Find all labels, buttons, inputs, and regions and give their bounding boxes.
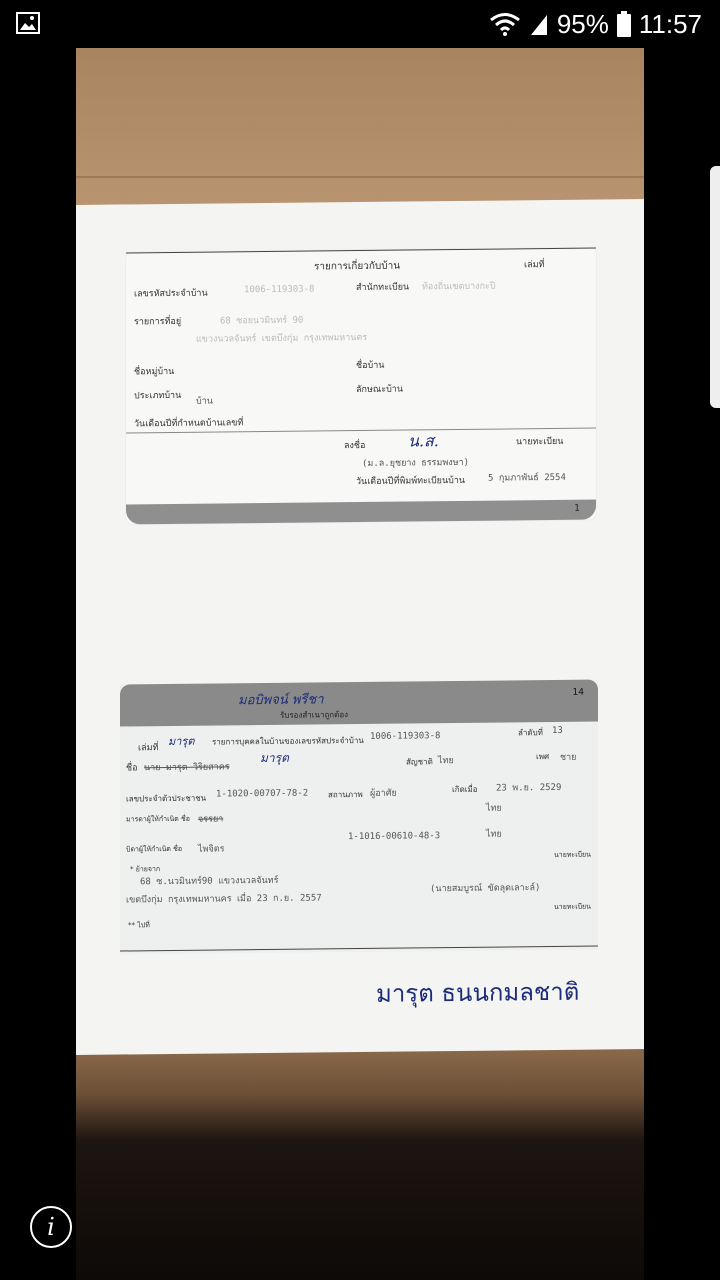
mother-value: จรรยา <box>198 814 224 825</box>
sex-value: ชาย <box>560 752 577 763</box>
order-value: 13 <box>552 725 563 736</box>
mother-nationality: ไทย <box>486 803 502 814</box>
status-value: ผู้อาศัย <box>370 788 397 799</box>
page-badge: 14 <box>572 687 584 698</box>
house-type-label: ประเภทบ้าน <box>134 390 182 402</box>
bottom-signature: มารุต ธนนกมลชาติ <box>376 977 580 1008</box>
header-caption: รับรองสำเนาถูกต้อง <box>280 710 349 720</box>
print-date-value: 5 กุมภาพันธ์ 2554 <box>488 472 566 484</box>
sex-label: เพศ <box>536 752 550 762</box>
cardboard-seam <box>76 176 644 178</box>
form2-header <box>120 680 598 727</box>
wifi-icon <box>489 11 521 37</box>
village-label: ชื่อหมู่บ้าน <box>134 366 175 378</box>
id-label: เลขประจำตัวประชาชน <box>126 793 207 804</box>
gallery-icon <box>16 12 40 34</box>
nationality-value: ไทย <box>438 756 454 767</box>
print-date-label: วันเดือนปีที่พิมพ์ทะเบียนบ้าน <box>356 475 466 488</box>
moved-from-line2: เขตบึงกุ่ม กรุงเทพมหานคร เมื่อ 23 ก.ย. 2557 <box>126 893 322 906</box>
sign-label: ลงชื่อ <box>344 440 366 452</box>
father-value: ไพจิตร <box>198 844 225 855</box>
birth-value: 23 พ.ย. 2529 <box>496 782 562 794</box>
date-assigned-label: วันเดือนปีที่กำหนดบ้านเลขที่ <box>134 418 244 430</box>
cardboard-top <box>76 48 644 208</box>
form1-registrar-name: (ม.ล.ยุชยาง ธรรมพงษา) <box>362 457 470 469</box>
id-value: 1-1020-00707-78-2 <box>216 788 309 800</box>
moved-to-label: ** ไปที่ <box>128 921 150 930</box>
address-line2: แขวงนวลจันทร์ เขตบึงกุ่ม กรุงเทพมหานคร <box>196 332 368 345</box>
entry-house-code: 1006-119303-8 <box>370 731 441 742</box>
person-entry-form <box>120 680 598 955</box>
header-handwriting: มอบิพจน์ พรีชา <box>238 692 324 709</box>
cardboard-bottom <box>76 1048 644 1280</box>
edge-panel-handle[interactable] <box>710 166 720 408</box>
registrar-office-value: ท้องถิ่นเขตบางกะปิ <box>422 281 496 293</box>
mother-label: มารดาผู้ให้กำเนิด ชื่อ <box>126 814 190 824</box>
info-button[interactable]: i <box>30 1206 72 1248</box>
form2-registrar-label: นายทะเบียน <box>554 850 591 859</box>
clock: 11:57 <box>638 8 702 39</box>
house-code-value: 1006-119303-8 <box>244 284 315 296</box>
signal-icon <box>529 11 549 37</box>
nationality-label: สัญชาติ <box>406 757 433 767</box>
form1-page-no: 1 <box>574 503 580 514</box>
form2-bottom-rule <box>120 946 598 952</box>
battery-percent: 95% <box>556 8 609 39</box>
house-feature-label: ลักษณะบ้าน <box>356 384 403 396</box>
name-value: นาย มารุต วิริยสาคร <box>144 762 230 774</box>
house-details-form <box>126 248 596 525</box>
paper-sheet <box>76 199 644 1055</box>
registrar-office-label: สำนักทะเบียน <box>356 282 410 294</box>
status-bar <box>0 0 720 48</box>
house-type-value: บ้าน <box>196 396 213 407</box>
form1-top-rule <box>126 248 596 254</box>
order-label: ลำดับที่ <box>518 728 543 738</box>
book-no-value-2: มารุต <box>168 734 195 749</box>
form2-registrar-name: (นายสมบูรณ์ ขัดลุดเลาะล์) <box>430 883 541 895</box>
house-name-label: ชื่อบ้าน <box>356 360 385 372</box>
father-nationality: ไทย <box>486 829 502 840</box>
house-code-label: เลขรหัสประจำบ้าน <box>134 288 208 300</box>
battery-icon <box>617 11 631 37</box>
form1-signature: น.ส. <box>408 431 439 451</box>
address-label: รายการที่อยู่ <box>134 316 182 328</box>
father-label: บิดาผู้ให้กำเนิด ชื่อ <box>126 844 183 854</box>
form1-title: รายการเกี่ยวกับบ้าน <box>314 260 401 273</box>
status-label: สถานภาพ <box>328 789 363 800</box>
document-photo[interactable] <box>76 48 644 1280</box>
name-handwriting: มารุต <box>260 750 289 766</box>
birth-label: เกิดเมื่อ <box>452 784 478 795</box>
mother-id: 1-1016-00610-48-3 <box>348 831 441 843</box>
form2-registrar-label-2: นายทะเบียน <box>554 902 591 911</box>
name-label: ชื่อ <box>126 763 138 774</box>
book-no-label-2: เล่มที่ <box>138 743 159 754</box>
moved-from-line1: 68 ซ.นวมินทร์90 แขวงนวลจันทร์ <box>140 875 279 888</box>
entry-title: รายการบุคคลในบ้านของเลขรหัสประจำบ้าน <box>212 735 364 747</box>
address-line1: 68 ซอยนวมินทร์ 90 <box>220 315 304 327</box>
moved-from-label: * ย้ายจาก <box>130 865 161 874</box>
book-no-label: เล่มที่ <box>524 260 545 271</box>
form1-footer-bar <box>126 500 596 525</box>
form1-registrar-label: นายทะเบียน <box>516 436 564 448</box>
